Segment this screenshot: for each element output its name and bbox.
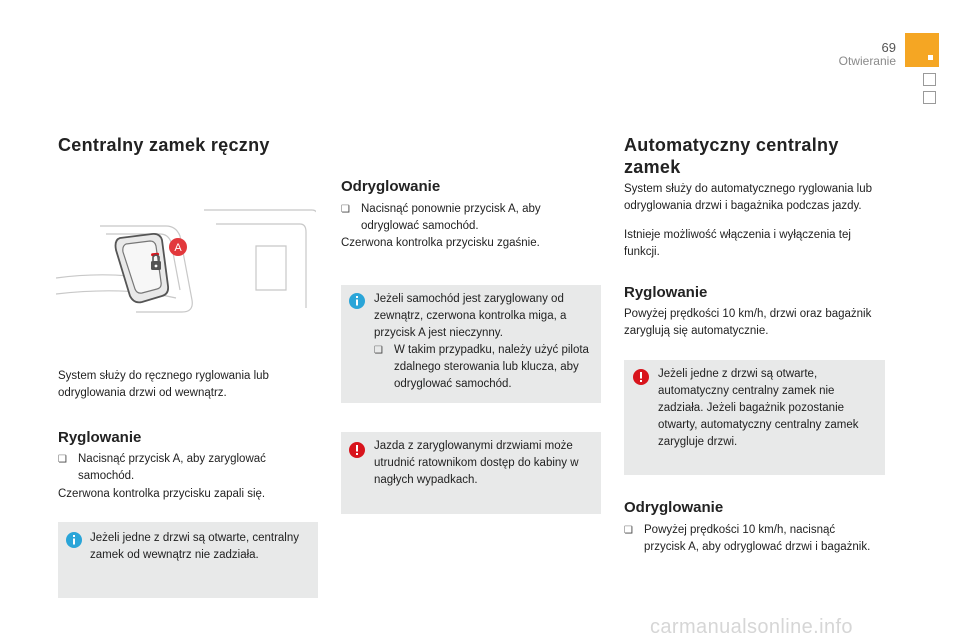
chapter-tab-active[interactable] xyxy=(905,33,939,67)
chapter-tab[interactable] xyxy=(923,91,936,104)
left-info-note xyxy=(58,522,318,598)
bullet-icon: ❏ xyxy=(341,204,350,215)
left-info-note-text: Jeżeli jedne z drzwi są otwarte, centralny zamek od wewnątrz nie zadziała. xyxy=(90,532,300,561)
warning-icon xyxy=(349,442,365,458)
watermark: carmanualsonline.info xyxy=(650,616,853,638)
left-ryglowanie-after: Czerwona kontrolka przycisku zapali się. xyxy=(58,488,266,500)
middle-odryglowanie-heading: Odryglowanie xyxy=(341,178,441,195)
middle-warning-note xyxy=(341,432,601,514)
left-ryglowanie-bullet-text: Nacisnąć przycisk A, aby zaryglować samochód. xyxy=(78,453,266,482)
warning-icon xyxy=(633,369,649,385)
info-icon xyxy=(349,293,365,309)
door-lock-illustration xyxy=(56,190,316,330)
right-warning-note-text: Jeżeli jedne z drzwi są otwarte, automatyczny centralny zamek nie zadziała. Jeżeli bagażnik pozostanie otwarty, automatyczny centralny zamek zarygluje drzwi. xyxy=(658,368,859,448)
left-ryglowanie-heading: Ryglowanie xyxy=(58,429,142,446)
section-title: Otwieranie xyxy=(838,54,896,68)
chapter-tab[interactable] xyxy=(923,73,936,86)
bullet-icon: ❏ xyxy=(58,454,67,465)
left-ryglowanie-bullet xyxy=(58,451,308,485)
right-warning-note xyxy=(624,360,885,475)
middle-odryglowanie-after: Czerwona kontrolka przycisku zgaśnie. xyxy=(341,237,540,249)
middle-info-note xyxy=(341,285,601,403)
middle-info-note-bullet-text: W takim przypadku, należy użyć pilota zdalnego sterowania lub klucza, aby odryglować samochód. xyxy=(394,344,589,390)
middle-odryglowanie-bullet-text: Nacisnąć ponownie przycisk A, aby odryglować samochód. xyxy=(361,203,541,232)
left-intro: System służy do ręcznego ryglowania lub odryglowania drzwi od wewnątrz. xyxy=(58,370,269,399)
right-odryglowanie-heading: Odryglowanie xyxy=(624,499,724,516)
right-title: Automatyczny centralny zamek xyxy=(624,135,839,177)
right-ryglowanie-text: Powyżej prędkości 10 km/h, drzwi oraz bagażnik zaryglują się automatycznie. xyxy=(624,308,872,337)
right-odryglowanie-bullet-text: Powyżej prędkości 10 km/h, nacisnąć przycisk A, aby odryglować drzwi i bagażnik. xyxy=(644,524,871,553)
bullet-icon: ❏ xyxy=(374,345,383,356)
middle-odryglowanie-bullet xyxy=(341,201,591,235)
left-title: Centralny zamek ręczny xyxy=(58,135,270,155)
middle-info-note-bullet xyxy=(374,342,596,393)
figure-label-a: A xyxy=(174,242,182,254)
info-icon xyxy=(66,532,82,548)
right-intro: System służy do automatycznego ryglowania lub odryglowania drzwi i bagażnika podczas jazdy. xyxy=(624,183,873,212)
bullet-icon: ❏ xyxy=(624,525,633,536)
middle-warning-note-text: Jazda z zaryglowanymi drzwiami może utrudnić ratownikom dostęp do kabiny w nagłych wypadkach. xyxy=(374,440,579,486)
middle-info-note-text: Jeżeli samochód jest zaryglowany od zewnątrz, czerwona kontrolka miga, a przycisk A jest nieczynny. xyxy=(374,293,567,339)
right-ryglowanie-heading: Ryglowanie xyxy=(624,284,708,301)
right-odryglowanie-bullet xyxy=(624,522,874,556)
page-number: 69 xyxy=(881,40,896,55)
right-intro-2: Istnieje możliwość włączenia i wyłączenia tej funkcji. xyxy=(624,229,851,258)
